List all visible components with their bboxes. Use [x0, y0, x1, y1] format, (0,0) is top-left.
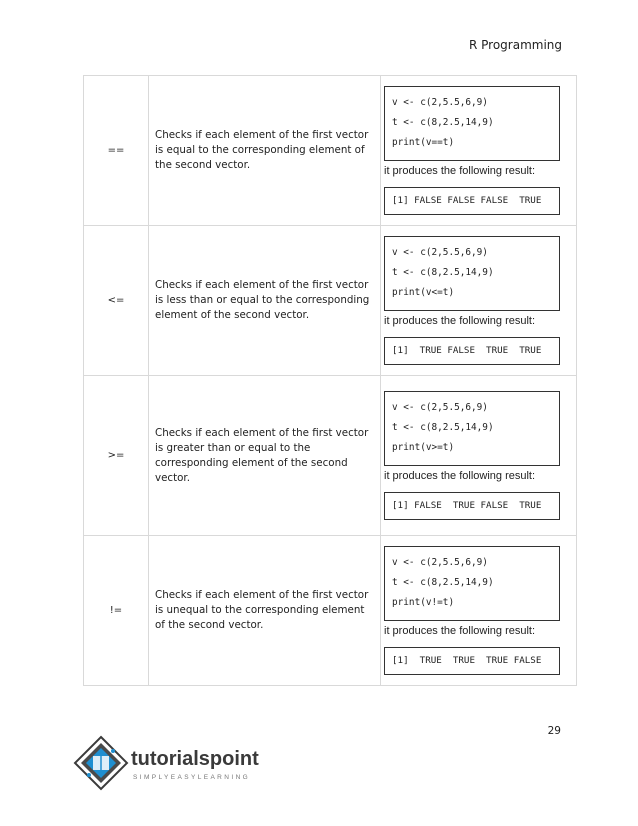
- logo-tagline: SIMPLYEASYLEARNING: [133, 774, 251, 781]
- description-cell: Checks if each element of the first vector is unequal to the corresponding element of the second vector.: [149, 536, 381, 686]
- code-line: t <- c(8,2.5,14,9): [392, 577, 494, 588]
- result-output: [1] FALSE FALSE FALSE TRUE: [384, 187, 560, 215]
- logo-wordmark: tutorialspoint: [131, 748, 259, 770]
- code-line: v <- c(2,5.5,6,9): [392, 97, 488, 108]
- result-label: it produces the following result:: [384, 625, 536, 637]
- code-line: print(v<=t): [392, 287, 455, 298]
- operator-cell: ==: [84, 76, 149, 226]
- operators-table: [83, 75, 577, 686]
- result-label: it produces the following result:: [384, 165, 536, 177]
- table-row: [84, 76, 577, 226]
- operator-cell: >=: [84, 376, 149, 536]
- code-line: t <- c(8,2.5,14,9): [392, 267, 494, 278]
- description-cell: Checks if each element of the first vector is equal to the corresponding element of the second vector.: [149, 76, 381, 226]
- code-block: [384, 391, 560, 466]
- example-cell: [381, 536, 577, 686]
- example-cell: [381, 226, 577, 376]
- code-block: [384, 236, 560, 311]
- code-line: v <- c(2,5.5,6,9): [392, 247, 488, 258]
- example-cell: [381, 76, 577, 226]
- operator-cell: !=: [84, 536, 149, 686]
- code-block: [384, 546, 560, 621]
- tutorialspoint-logo: [73, 735, 273, 795]
- result-label: it produces the following result:: [384, 470, 536, 482]
- code-block: [384, 86, 560, 161]
- code-line: print(v>=t): [392, 442, 455, 453]
- page-header-title: R Programming: [468, 38, 562, 52]
- code-line: v <- c(2,5.5,6,9): [392, 557, 488, 568]
- example-cell: [381, 376, 577, 536]
- page-number: 29: [547, 725, 561, 737]
- result-output: [1] TRUE TRUE TRUE FALSE: [384, 647, 560, 675]
- description-cell: Checks if each element of the first vector is greater than or equal to the corresponding element of the second vector.: [149, 376, 381, 536]
- description-cell: Checks if each element of the first vector is less than or equal to the corresponding element of the second vector.: [149, 226, 381, 376]
- code-line: t <- c(8,2.5,14,9): [392, 117, 494, 128]
- logo-emblem-icon: [75, 737, 127, 789]
- code-line: t <- c(8,2.5,14,9): [392, 422, 494, 433]
- code-line: print(v==t): [392, 137, 455, 148]
- code-line: print(v!=t): [392, 597, 455, 608]
- table-row: [84, 226, 577, 376]
- table-row: [84, 376, 577, 536]
- result-output: [1] TRUE FALSE TRUE TRUE: [384, 337, 560, 365]
- result-label: it produces the following result:: [384, 315, 536, 327]
- result-output: [1] FALSE TRUE FALSE TRUE: [384, 492, 560, 520]
- table-row: [84, 536, 577, 686]
- operator-cell: <=: [84, 226, 149, 376]
- code-line: v <- c(2,5.5,6,9): [392, 402, 488, 413]
